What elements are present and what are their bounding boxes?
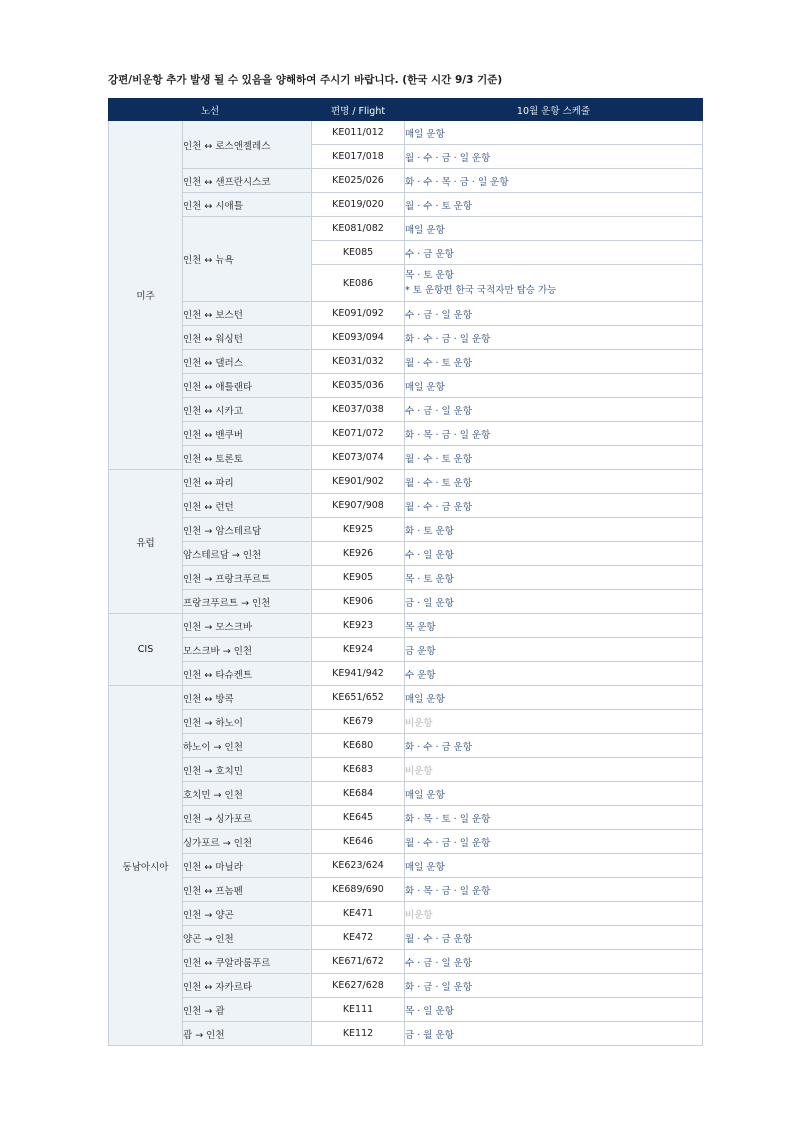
route-cell: 인천 ↔ 샌프란시스코	[183, 169, 312, 193]
table-row	[109, 902, 703, 926]
flight-cell: KE086	[312, 265, 405, 302]
route-cell: 인천 ↔ 자카르타	[183, 974, 312, 998]
route-cell: 인천 ↔ 워싱턴	[183, 326, 312, 350]
route-cell: 인천 → 싱가포르	[183, 806, 312, 830]
schedule-cell: 비운항	[405, 758, 703, 782]
flight-cell: KE646	[312, 830, 405, 854]
header-flight: 편명 / Flight	[312, 99, 405, 121]
table-row	[109, 494, 703, 518]
region-europe: 유럽	[109, 470, 183, 614]
flight-cell: KE471	[312, 902, 405, 926]
flight-cell: KE689/690	[312, 878, 405, 902]
schedule-cell: 월 · 수 · 금 · 일 운항	[405, 145, 703, 169]
table-row	[109, 734, 703, 758]
route-cell: 인천 ↔ 프놈펜	[183, 878, 312, 902]
schedule-cell: 화 · 토 운항	[405, 518, 703, 542]
flight-cell: KE081/082	[312, 217, 405, 241]
table-row	[109, 542, 703, 566]
schedule-cell: 월 · 수 · 금 운항	[405, 494, 703, 518]
table-row	[109, 686, 703, 710]
schedule-cell: 매일 운항	[405, 121, 703, 145]
notice-text: 강편/비운항 추가 발생 될 수 있음을 양해하여 주시기 바랍니다. (한국 시간 9/3 기준)	[108, 74, 503, 86]
schedule-cell: 화 · 수 · 목 · 금 · 일 운항	[405, 169, 703, 193]
schedule-cell: 비운항	[405, 902, 703, 926]
table-row	[109, 878, 703, 902]
header-route: 노선	[109, 99, 312, 121]
flight-cell: KE017/018	[312, 145, 405, 169]
flight-cell: KE679	[312, 710, 405, 734]
flight-cell: KE112	[312, 1022, 405, 1046]
table-row	[109, 806, 703, 830]
schedule-cell: 매일 운항	[405, 686, 703, 710]
table-row	[109, 710, 703, 734]
route-cell: 인천 ↔ 보스턴	[183, 302, 312, 326]
flight-cell: KE684	[312, 782, 405, 806]
table-row	[109, 398, 703, 422]
route-cell: 인천 → 하노이	[183, 710, 312, 734]
flight-cell: KE037/038	[312, 398, 405, 422]
table-row	[109, 998, 703, 1022]
flight-cell: KE925	[312, 518, 405, 542]
table-row	[109, 950, 703, 974]
schedule-cell: 목 · 일 운항	[405, 998, 703, 1022]
flight-cell: KE093/094	[312, 326, 405, 350]
schedule-cell: 매일 운항	[405, 782, 703, 806]
route-cell: 인천 ↔ 댈러스	[183, 350, 312, 374]
route-cell: 인천 ↔ 로스앤젤레스	[183, 121, 312, 169]
flight-cell: KE623/624	[312, 854, 405, 878]
flight-cell: KE651/652	[312, 686, 405, 710]
schedule-cell: 수 · 일 운항	[405, 542, 703, 566]
table-row	[109, 662, 703, 686]
route-cell: 인천 ↔ 시애틀	[183, 193, 312, 217]
flight-cell: KE011/012	[312, 121, 405, 145]
route-cell: 괌 → 인천	[183, 1022, 312, 1046]
region-americas: 미주	[109, 121, 183, 470]
flight-schedule-table	[108, 98, 703, 1046]
table-row	[109, 590, 703, 614]
table-row	[109, 1022, 703, 1046]
schedule-cell: 수 · 금 · 일 운항	[405, 302, 703, 326]
schedule-cell: 화 · 수 · 금 운항	[405, 734, 703, 758]
schedule-cell: 화 · 목 · 금 · 일 운항	[405, 878, 703, 902]
schedule-cell: 목 · 토 운항	[405, 566, 703, 590]
route-cell: 인천 ↔ 마닐라	[183, 854, 312, 878]
region-sea: 동남아시아	[109, 686, 183, 1046]
table-row	[109, 326, 703, 350]
route-cell: 인천 → 암스테르담	[183, 518, 312, 542]
table-row	[109, 217, 703, 241]
route-cell: 인천 ↔ 애틀랜타	[183, 374, 312, 398]
schedule-cell: 비운항	[405, 710, 703, 734]
route-cell: 싱가포르 → 인천	[183, 830, 312, 854]
table-row	[109, 193, 703, 217]
flight-cell: KE627/628	[312, 974, 405, 998]
table-row	[109, 470, 703, 494]
table-row	[109, 446, 703, 470]
table-row	[109, 169, 703, 193]
schedule-cell: 금 운항	[405, 638, 703, 662]
table-row	[109, 854, 703, 878]
schedule-cell	[405, 265, 703, 302]
flight-cell: KE941/942	[312, 662, 405, 686]
table-row	[109, 782, 703, 806]
table-row	[109, 758, 703, 782]
route-cell: 인천 ↔ 타슈켄트	[183, 662, 312, 686]
schedule-cell: 월 · 수 · 금 운항	[405, 926, 703, 950]
table-row	[109, 374, 703, 398]
schedule-cell: 매일 운항	[405, 217, 703, 241]
schedule-cell: 화 · 목 · 금 · 일 운항	[405, 422, 703, 446]
route-cell: 하노이 → 인천	[183, 734, 312, 758]
route-cell: 인천 ↔ 쿠알라룸푸르	[183, 950, 312, 974]
schedule-cell: 수 운항	[405, 662, 703, 686]
table-row	[109, 614, 703, 638]
schedule-cell: 목 운항	[405, 614, 703, 638]
schedule-cell: 수 · 금 · 일 운항	[405, 398, 703, 422]
table-row	[109, 350, 703, 374]
route-cell: 프랑크푸르트 → 인천	[183, 590, 312, 614]
route-cell: 인천 ↔ 런던	[183, 494, 312, 518]
schedule-cell: 월 · 수 · 토 운항	[405, 470, 703, 494]
table-row	[109, 638, 703, 662]
table-row	[109, 302, 703, 326]
flight-cell: KE111	[312, 998, 405, 1022]
flight-cell: KE907/908	[312, 494, 405, 518]
flight-cell: KE645	[312, 806, 405, 830]
schedule-cell: 월 · 수 · 토 운항	[405, 193, 703, 217]
schedule-cell: 금 · 일 운항	[405, 590, 703, 614]
route-cell: 인천 → 양곤	[183, 902, 312, 926]
schedule-cell: 화 · 수 · 금 · 일 운항	[405, 326, 703, 350]
flight-cell: KE926	[312, 542, 405, 566]
flight-cell: KE025/026	[312, 169, 405, 193]
table-header-row	[109, 99, 703, 121]
route-cell: 인천 → 모스크바	[183, 614, 312, 638]
flight-cell: KE901/902	[312, 470, 405, 494]
table-row	[109, 121, 703, 145]
route-cell: 인천 ↔ 방콕	[183, 686, 312, 710]
route-cell: 인천 → 프랑크푸르트	[183, 566, 312, 590]
schedule-text: 목 · 토 운항	[405, 269, 454, 281]
flight-cell: KE680	[312, 734, 405, 758]
schedule-cell: 월 · 수 · 토 운항	[405, 350, 703, 374]
route-cell: 인천 ↔ 토론토	[183, 446, 312, 470]
flight-cell: KE923	[312, 614, 405, 638]
route-cell: 인천 ↔ 파리	[183, 470, 312, 494]
flight-cell: KE035/036	[312, 374, 405, 398]
flight-cell: KE905	[312, 566, 405, 590]
flight-cell: KE031/032	[312, 350, 405, 374]
route-cell: 양곤 → 인천	[183, 926, 312, 950]
flight-cell: KE671/672	[312, 950, 405, 974]
route-cell: 인천 ↔ 시카고	[183, 398, 312, 422]
route-cell: 인천 → 호치민	[183, 758, 312, 782]
table-row	[109, 566, 703, 590]
schedule-cell: 수 · 금 · 일 운항	[405, 950, 703, 974]
schedule-cell: 화 · 금 · 일 운항	[405, 974, 703, 998]
schedule-cell: 수 · 금 운항	[405, 241, 703, 265]
schedule-cell: 월 · 수 · 금 · 일 운항	[405, 830, 703, 854]
region-cis: CIS	[109, 614, 183, 686]
schedule-note: * 토 운항편 한국 국적자만 탑승 가능	[405, 285, 557, 297]
table-row	[109, 422, 703, 446]
schedule-cell: 매일 운항	[405, 854, 703, 878]
route-cell: 호치민 → 인천	[183, 782, 312, 806]
flight-cell: KE071/072	[312, 422, 405, 446]
flight-cell: KE085	[312, 241, 405, 265]
table-row	[109, 830, 703, 854]
route-cell: 인천 ↔ 뉴욕	[183, 217, 312, 302]
route-cell: 모스크바 → 인천	[183, 638, 312, 662]
flight-cell: KE472	[312, 926, 405, 950]
route-cell: 인천 ↔ 밴쿠버	[183, 422, 312, 446]
route-cell: 암스테르담 → 인천	[183, 542, 312, 566]
schedule-cell: 월 · 수 · 토 운항	[405, 446, 703, 470]
schedule-cell: 화 · 목 · 토 · 일 운항	[405, 806, 703, 830]
route-cell: 인천 → 괌	[183, 998, 312, 1022]
table-row	[109, 518, 703, 542]
flight-cell: KE091/092	[312, 302, 405, 326]
flight-cell: KE924	[312, 638, 405, 662]
schedule-cell: 매일 운항	[405, 374, 703, 398]
table-row	[109, 974, 703, 998]
flight-cell: KE019/020	[312, 193, 405, 217]
flight-cell: KE906	[312, 590, 405, 614]
schedule-cell: 금 · 월 운항	[405, 1022, 703, 1046]
header-schedule: 10월 운항 스케줄	[405, 99, 703, 121]
flight-cell: KE683	[312, 758, 405, 782]
flight-cell: KE073/074	[312, 446, 405, 470]
table-row	[109, 926, 703, 950]
